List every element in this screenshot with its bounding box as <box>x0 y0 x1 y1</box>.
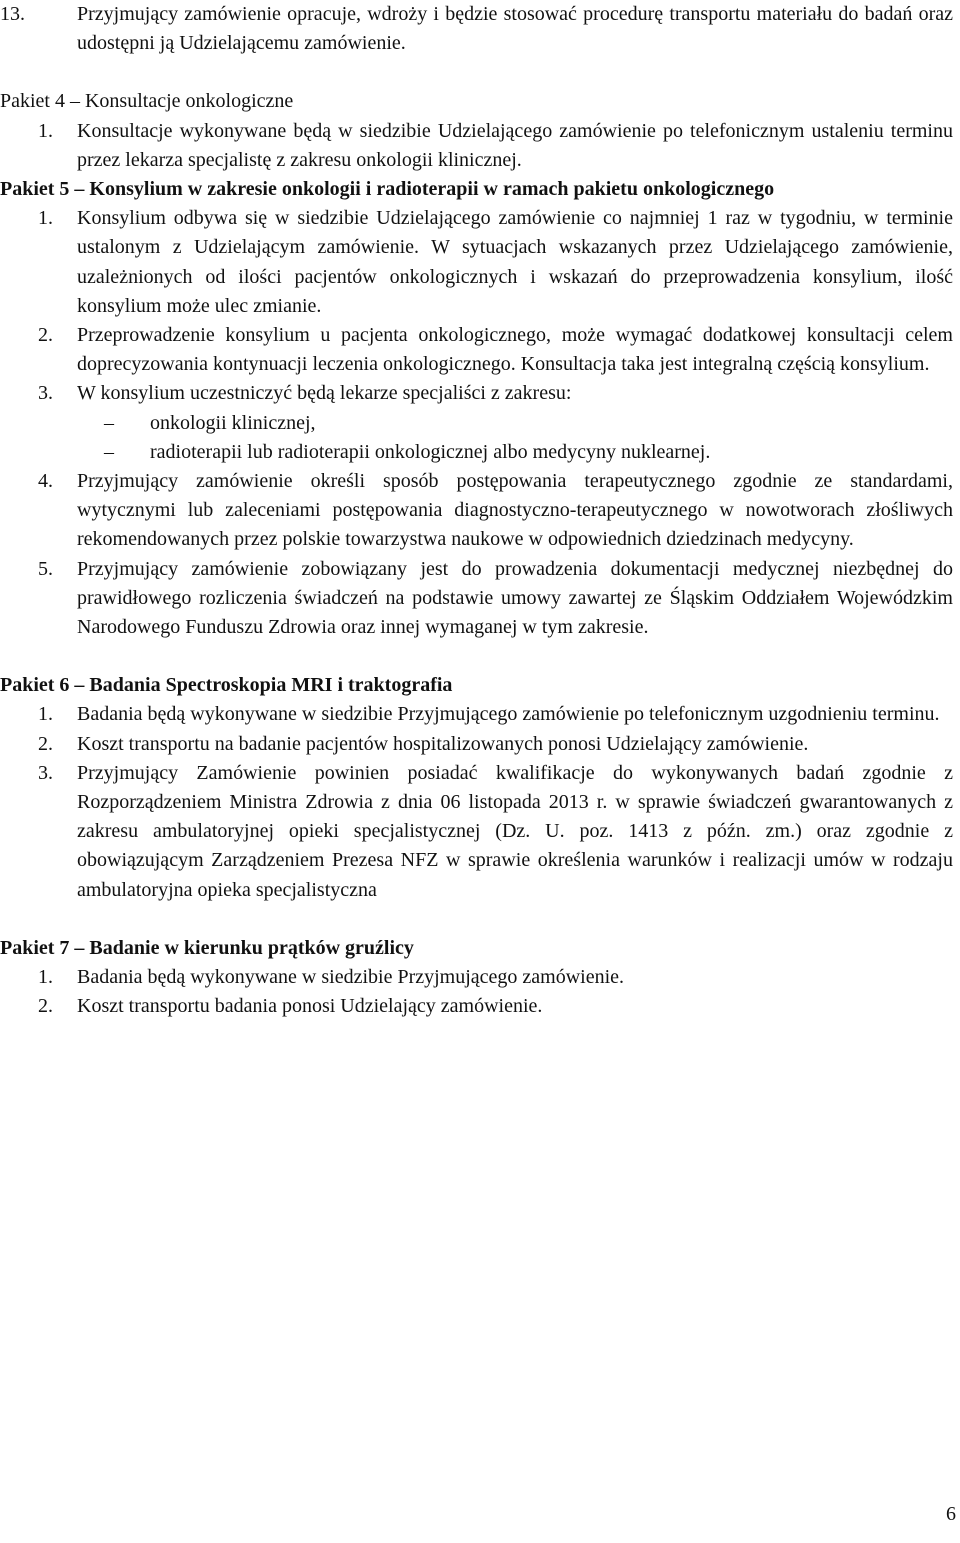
dash-list-item <box>0 438 960 467</box>
section-heading-pakiet-5: Pakiet 5 – Konsylium w zakresie onkologii i radioterapii w ramach pakietu onkologicznego <box>0 178 775 201</box>
item-text: Przyjmujący Zamówienie powinien posiadać kwalifikacje do wykonywanych badań zgodnie z Rozporządzeniem Ministra Zdrowia z dnia 06 listopada 2013 r. w sprawie świadczeń gwarantowanych z zakresu ambulatoryjnej opieki specjalistycznej (Dz. U. poz. 1413 z późn. zm.) oraz zgodnie z obowiązującym Zarządzeniem Prezesa NFZ w sprawie określenia warunków i realizacji umów w rodzaju ambulatoryjna opieka specjalistyczna <box>77 761 953 901</box>
item-text: Badania będą wykonywane w siedzibie Przyjmującego zamówienie po telefonicznym uzgodnieniu terminu. <box>77 703 940 726</box>
item-text: Przyjmujący zamówienie określi sposób postępowania terapeutycznego zgodnie ze standardami, wytycznymi lub zaleceniami postępowania diagnostyczno-terapeutycznego w nowotworach złośliwych rekomendowanych przez polskie towarzystwa naukowe w odpowiednich dziedzinach medycyny. <box>77 470 953 551</box>
item-text: Koszt transportu na badanie pacjentów hospitalizowanych ponosi Udzielający zamówienie. <box>77 732 809 755</box>
list-item <box>0 117 953 175</box>
list-item <box>0 204 953 321</box>
spacer <box>0 642 960 671</box>
spacer <box>0 58 960 87</box>
dash-marker: – <box>104 411 114 434</box>
list-item <box>0 379 953 408</box>
item-number: 2. <box>38 995 53 1018</box>
item-text: Badania będą wykonywane w siedzibie Przyjmującego zamówienie. <box>77 966 625 989</box>
list-item <box>0 555 953 643</box>
spacer <box>0 905 960 934</box>
list-item <box>0 963 953 992</box>
item-text: Przyjmujący zamówienie opracuje, wdroży i będzie stosować procedurę transportu materiału do badań oraz udostępni ją Udzielającemu zamówienie. <box>77 3 953 55</box>
page-number: 6 <box>946 1503 956 1525</box>
list-item <box>0 467 953 555</box>
item-text: Przyjmujący zamówienie zobowiązany jest do prowadzenia dokumentacji medycznej niezbędnej do prawidłowego rozliczenia świadczeń na podstawie umowy zawartej ze Śląskim Oddziałem Wojewódzkim Narodowego Funduszu Zdrowia oraz innej wymaganej w tym zakresie. <box>77 557 953 639</box>
section-heading-pakiet-7: Pakiet 7 – Badanie w kierunku prątków gruźlicy <box>0 936 414 959</box>
section-heading-pakiet-4: Pakiet 4 – Konsultacje onkologiczne <box>0 90 294 113</box>
item-number: 3. <box>38 382 53 405</box>
item-text: Koszt transportu badania ponosi Udzielający zamówienie. <box>77 995 543 1018</box>
list-item <box>0 759 953 905</box>
dash-marker: – <box>104 440 114 463</box>
list-item <box>0 700 953 729</box>
item-number: 13. <box>0 3 25 25</box>
item-number: 1. <box>38 119 53 142</box>
item-number: 1. <box>38 703 53 726</box>
list-item <box>0 730 953 759</box>
item-text: W konsylium uczestniczyć będą lekarze specjaliści z zakresu: <box>77 382 572 405</box>
item-number: 2. <box>38 324 53 347</box>
item-number: 4. <box>38 470 53 493</box>
dash-text: onkologii klinicznej, <box>150 411 316 434</box>
item-text: Przeprowadzenie konsylium u pacjenta onkologicznego, może wymagać dodatkowej konsultacji celem doprecyzowania kontynuacji leczenia onkologicznego. Konsultacja taka jest integralną częścią konsylium. <box>77 324 953 376</box>
dash-text: radioterapii lub radioterapii onkologicznej albo medycyny nuklearnej. <box>150 440 711 463</box>
item-text: Konsylium odbywa się w siedzibie Udzielającego zamówienie co najmniej 1 raz w tygodniu, w terminie ustalonym z Udzielającym zamówienie. W sytuacjach wskazanych przez Udzielającego zamówienie, uzależnionych od ilości pacjentów onkologicznych i wskazań do przeprowadzenia konsylium, ilość konsylium może ulec zmianie. <box>77 207 953 317</box>
item-number: 5. <box>38 557 53 580</box>
item-number: 1. <box>38 966 53 989</box>
list-item <box>0 321 953 379</box>
list-item <box>0 0 953 58</box>
item-text: Konsultacje wykonywane będą w siedzibie Udzielającego zamówienie po telefonicznym ustaleniu terminu przez lekarza specjalistę z zakresu onkologii klinicznej. <box>77 119 953 171</box>
section-heading-pakiet-6: Pakiet 6 – Badania Spectroskopia MRI i traktografia <box>0 674 453 697</box>
item-number: 2. <box>38 732 53 755</box>
dash-list-item <box>0 409 960 438</box>
item-number: 1. <box>38 207 53 230</box>
item-number: 3. <box>38 761 53 784</box>
list-item <box>0 992 953 1021</box>
